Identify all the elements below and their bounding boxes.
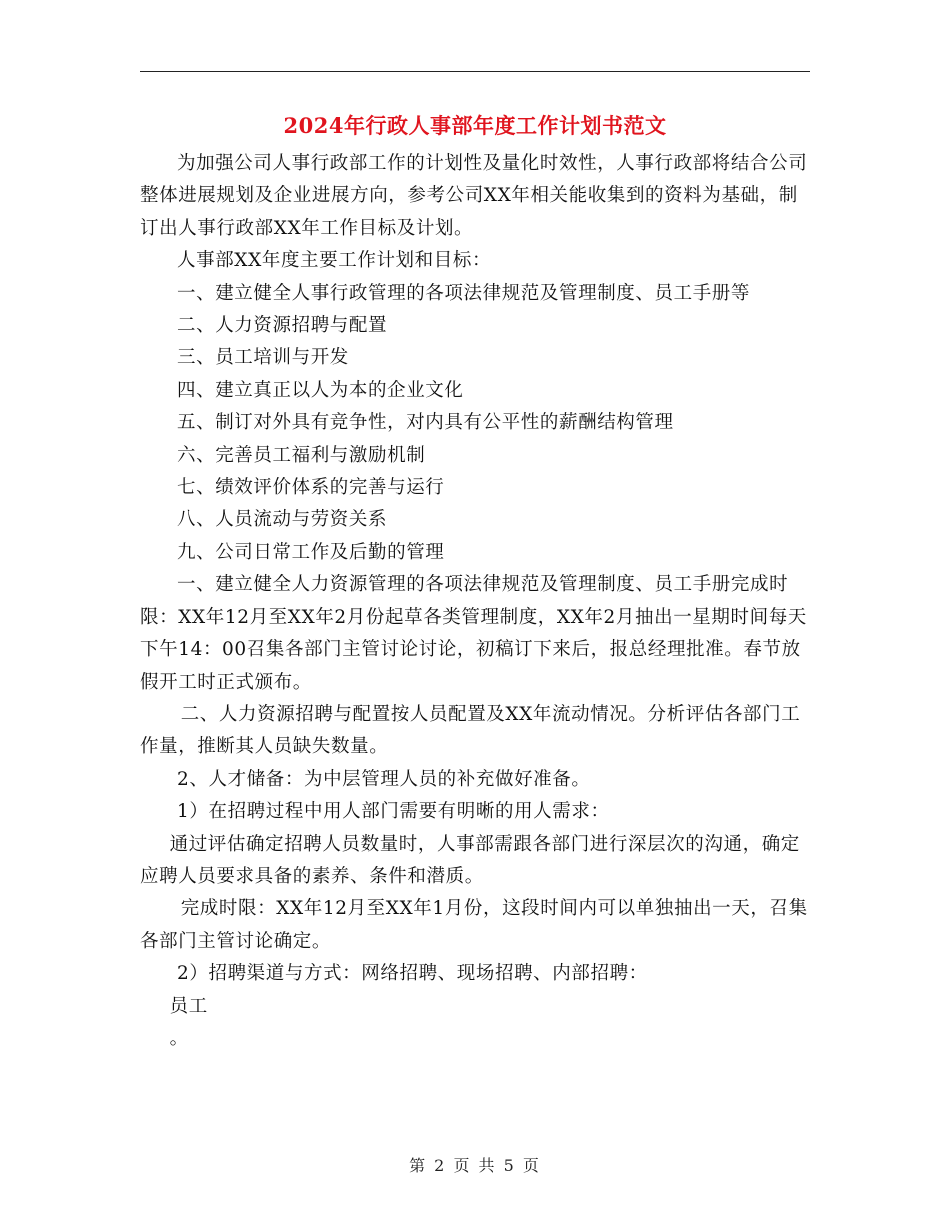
paragraph-evaluation: 通过评估确定招聘人员数量时，人事部需跟各部门进行深层次的沟通，确定应聘人员要求具备的素养、条件和潜质。	[140, 833, 800, 887]
list-item-goal-8: 八、人员流动与劳资关系	[177, 509, 388, 531]
list-item-goal-1: 一、建立健全人事行政管理的各项法律规范及管理制度、员工手册等	[177, 282, 751, 304]
list-item-goal-9: 九、公司日常工作及后勤的管理	[177, 541, 445, 563]
paragraph-section-1: 一、建立健全人力资源管理的各项法律规范及管理制度、员工手册完成时限：XX年12月至XX年2月份起草各类管理制度，XX年2月抽出一星期时间每天下午14：00召集各部门主管讨论讨论，初稿订下来后，报总经理批准。春节放假开工时正式颁布。	[140, 574, 807, 693]
paragraph-period: 。	[169, 1027, 189, 1049]
list-item-goal-3: 三、员工培训与开发	[177, 347, 349, 369]
paragraph-hiring-needs: 1）在招聘过程中用人部门需要有明晰的用人需求：	[177, 801, 610, 823]
list-item-goal-6: 六、完善员工福利与激励机制	[177, 444, 426, 466]
paragraph-section-2: 二、人力资源招聘与配置按人员配置及XX年流动情况。分析评估各部门工作量，推断其人员缺失数量。	[140, 703, 801, 758]
paragraph-deadline: 完成时限：XX年12月至XX年1月份，这段时间内可以单独抽出一天，召集各部门主管讨论确定。	[140, 898, 808, 952]
paragraph-channels: 2）招聘渠道与方式：网络招聘、现场招聘、内部招聘：	[177, 963, 648, 985]
paragraph-intro: 为加强公司人事行政部工作的计划性及量化时效性，人事行政部将结合公司整体进展规划及企业进展方向，参考公司XX年相关能收集到的资料为基础，制订出人事行政部XX年工作目标及计划。	[140, 153, 808, 239]
paragraph-talent-reserve: 2、人才储备：为中层管理人员的补充做好准备。	[177, 768, 591, 790]
paragraph-goals-heading: 人事部XX年度主要工作计划和目标：	[177, 250, 492, 272]
page-number-footer: 第 2 页 共 5 页	[409, 1156, 541, 1175]
document-title: 2024年行政人事部年度工作计划书范文	[283, 113, 667, 138]
header-rule	[140, 71, 810, 72]
list-item-goal-4: 四、建立真正以人为本的企业文化	[177, 379, 464, 401]
paragraph-employee: 员工	[169, 995, 208, 1017]
list-item-goal-5: 五、制订对外具有竞争性，对内具有公平性的薪酬结构管理	[177, 412, 674, 434]
list-item-goal-2: 二、人力资源招聘与配置	[177, 315, 388, 337]
list-item-goal-7: 七、绩效评价体系的完善与运行	[177, 477, 445, 499]
document-body	[140, 148, 810, 1055]
